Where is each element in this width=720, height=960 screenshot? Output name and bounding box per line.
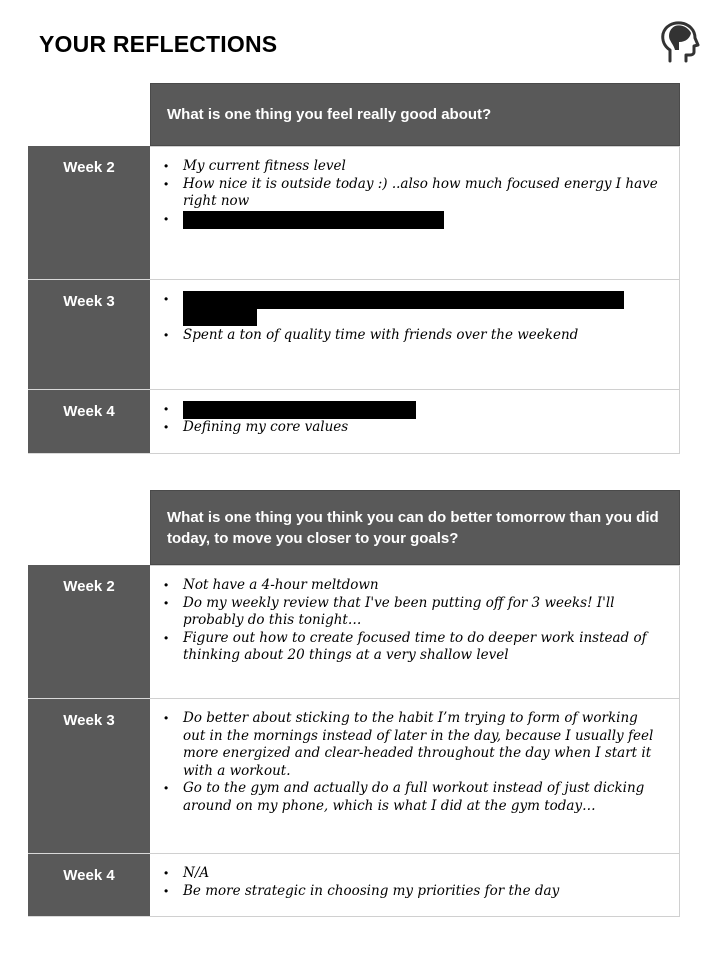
page-title: YOUR REFLECTIONS [39, 31, 278, 57]
week-label: Week 4 [28, 854, 150, 917]
table-row [28, 699, 680, 854]
table-row [28, 854, 680, 917]
list-item: • Be more strategic in choosing my priorities for the day [164, 883, 663, 901]
week-label: Week 4 [28, 390, 150, 454]
question-header: What is one thing you think you can do better tomorrow than you did today, to move you closer to your goals? [150, 490, 680, 565]
week-label: Week 2 [28, 565, 150, 699]
list-item: • Defining my core values [164, 419, 663, 437]
blank-header-cell [28, 83, 150, 146]
list-item: • N/A [164, 865, 663, 883]
answer-cell [150, 699, 680, 854]
answer-cell [150, 565, 680, 699]
table-row [28, 390, 680, 454]
answer-cell [150, 390, 680, 454]
redaction-bar [183, 291, 624, 309]
list-item: • My current fitness level [164, 158, 663, 176]
answer-cell [150, 280, 680, 390]
reflection-table-1 [28, 83, 680, 454]
head-profile-icon [656, 20, 702, 66]
answer-cell [150, 854, 680, 917]
answer-cell [150, 146, 680, 280]
table-row [28, 280, 680, 390]
list-item: • Do better about sticking to the habit I’m trying to form of working out in the mornings instead of later in the day, because I usually feel more energized and clear-headed throughout the day when I start it with a workout. [164, 710, 663, 780]
list-item: • Do my weekly review that I've been putting off for 3 weeks! I'll probably do this tonight… [164, 595, 663, 630]
blank-header-cell [28, 490, 150, 565]
redaction-bar [183, 309, 257, 326]
list-item-redacted [164, 211, 663, 229]
list-item: • Spent a ton of quality time with friends over the weekend [164, 327, 663, 345]
table-row [28, 146, 680, 280]
week-label: Week 2 [28, 146, 150, 280]
week-label: Week 3 [28, 699, 150, 854]
list-item: • Go to the gym and actually do a full workout instead of just dicking around on my phone, which is what I did at the gym today… [164, 780, 663, 815]
redaction-bar [183, 211, 444, 229]
table-row [28, 565, 680, 699]
list-item: • Not have a 4-hour meltdown [164, 577, 663, 595]
list-item: • Figure out how to create focused time to do deeper work instead of thinking about 20 things at a very shallow level [164, 630, 663, 665]
list-item-redacted [164, 401, 663, 419]
list-item-redacted [164, 291, 663, 327]
question-header: What is one thing you feel really good about? [150, 83, 680, 146]
week-label: Week 3 [28, 280, 150, 390]
list-item: • How nice it is outside today :) ..also how much focused energy I have right now [164, 176, 663, 211]
redaction-bar [183, 401, 416, 419]
reflection-table-2 [28, 490, 680, 917]
